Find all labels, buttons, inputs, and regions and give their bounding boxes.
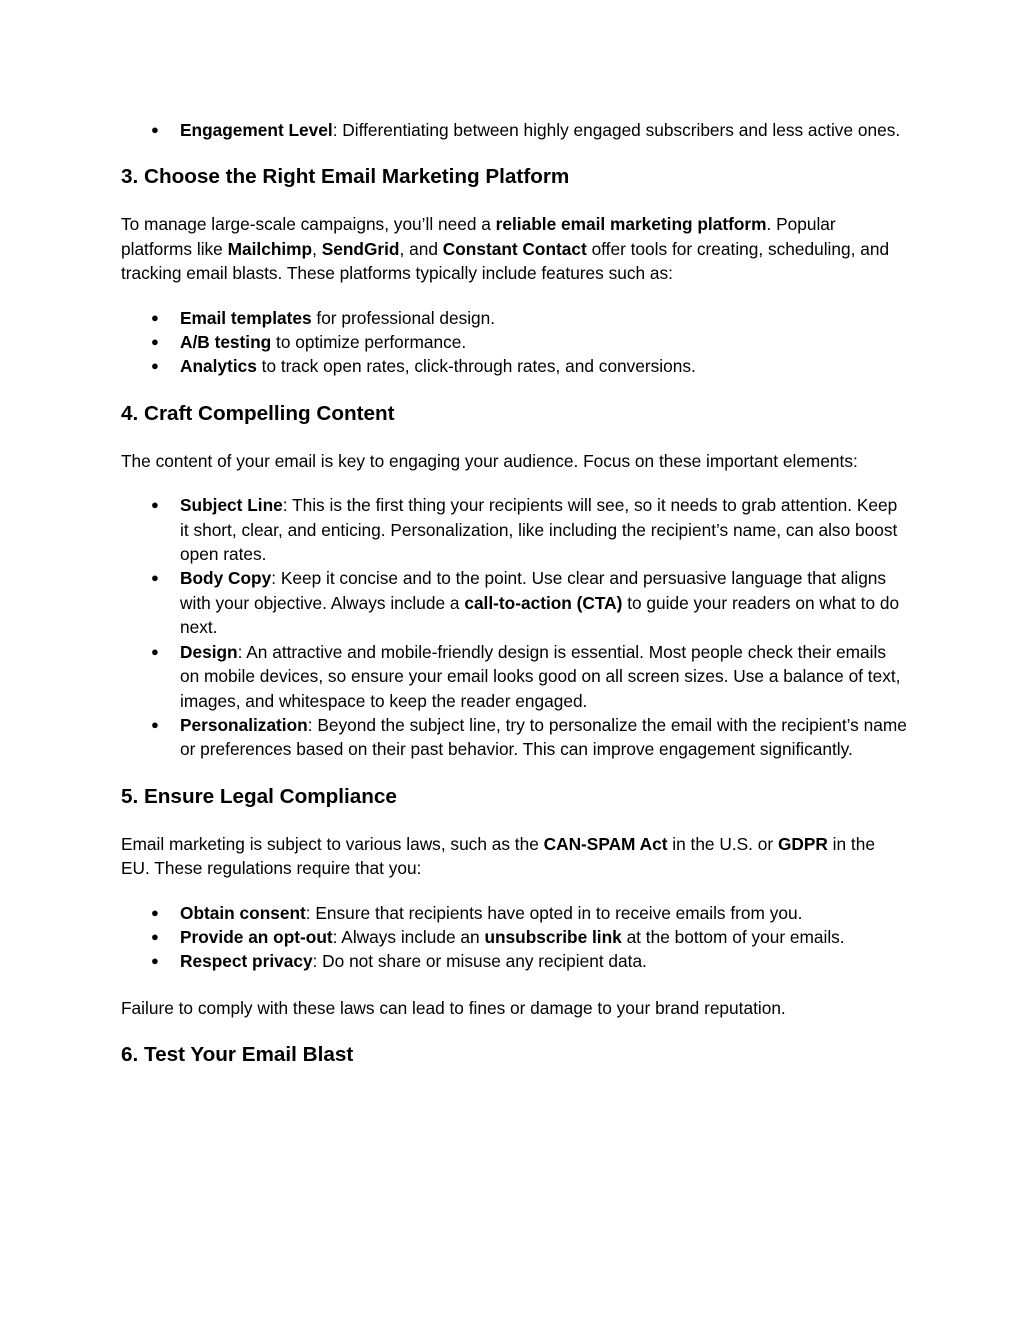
section-paragraph: The content of your email is key to engaging your audience. Focus on these important elements: bbox=[121, 450, 858, 471]
item-text-2: at the bottom of your emails. bbox=[621, 926, 845, 947]
item-text: to track open rates, click-through rates, and conversions. bbox=[256, 356, 696, 377]
text-run: , and bbox=[399, 238, 443, 259]
section-heading: 3. Choose the Right Email Marketing Platform bbox=[121, 165, 570, 189]
item-label: Personalization bbox=[180, 714, 308, 735]
list-item bbox=[121, 330, 907, 354]
item-label: Provide an opt-out bbox=[180, 926, 333, 947]
bullet-icon: ● bbox=[151, 497, 159, 513]
item-label-2: call-to-action (CTA) bbox=[464, 592, 623, 613]
item-label: A/B testing bbox=[180, 332, 272, 353]
section-heading: 4. Craft Compelling Content bbox=[121, 401, 395, 425]
item-text: for professional design. bbox=[311, 307, 496, 328]
item-label: Design bbox=[180, 641, 238, 662]
text-run: Email marketing is subject to various laws, such as the bbox=[121, 833, 544, 854]
platform-features-list bbox=[121, 306, 907, 379]
text-run: . Popular platforms like bbox=[121, 214, 836, 259]
text-run: offer tools for creating, scheduling, and tracking email blasts. These platforms typically include features such as: bbox=[121, 238, 890, 284]
list-item bbox=[121, 713, 907, 762]
bullet-icon: ● bbox=[151, 358, 159, 374]
item-text: : Keep it concise and to the point. Use clear and persuasive language that aligns with your objective. Always include a bbox=[180, 568, 887, 613]
bullet-icon: ● bbox=[151, 570, 159, 586]
item-label: Respect privacy bbox=[180, 951, 313, 972]
list-item bbox=[121, 493, 907, 566]
section-paragraph bbox=[121, 212, 907, 285]
item-text: : Ensure that recipients have opted in to receive emails from you. bbox=[305, 902, 803, 923]
item-label: Email templates bbox=[180, 307, 312, 328]
bullet-icon: ● bbox=[151, 122, 159, 137]
content-elements-list bbox=[121, 493, 907, 761]
section-paragraph bbox=[121, 832, 907, 881]
list-item bbox=[121, 640, 907, 713]
item-text: : This is the first thing your recipients will see, so it needs to grab attention. Keep it short, clear, and enticing. Personalization, like including the recipient’s name, can also boost open rates. bbox=[180, 495, 898, 565]
list-item bbox=[121, 949, 907, 973]
list-item bbox=[121, 306, 907, 330]
section-heading: 5. Ensure Legal Compliance bbox=[121, 784, 397, 808]
text-run: To manage large-scale campaigns, you’ll need a bbox=[121, 214, 496, 235]
item-text: to optimize performance. bbox=[271, 332, 467, 353]
bold-run: reliable email marketing platform bbox=[495, 214, 767, 235]
document-page bbox=[121, 118, 907, 1068]
bold-run: SendGrid bbox=[321, 238, 400, 259]
item-text: : Always include an bbox=[332, 926, 485, 947]
list-item bbox=[121, 118, 907, 142]
bold-run: Constant Contact bbox=[442, 238, 587, 259]
item-label: Body Copy bbox=[180, 568, 272, 589]
bullet-icon: ● bbox=[151, 643, 159, 659]
item-text: : Differentiating between highly engaged subscribers and less active ones. bbox=[332, 120, 901, 140]
list-item bbox=[121, 901, 907, 925]
bullet-icon: ● bbox=[151, 334, 159, 350]
list-item bbox=[121, 354, 907, 378]
item-text: : An attractive and mobile-friendly design is essential. Most people check their emails on mobile devices, so ensure your email looks good on all screen sizes. Use a balance of text, images, and whitespace to keep the reader engaged. bbox=[180, 641, 901, 711]
section-heading: 6. Test Your Email Blast bbox=[121, 1043, 354, 1067]
bold-run: Mailchimp bbox=[227, 238, 313, 259]
item-label-2: unsubscribe link bbox=[484, 926, 622, 947]
bullet-icon: ● bbox=[151, 716, 159, 732]
bullet-icon: ● bbox=[151, 953, 159, 969]
text-run: , bbox=[312, 238, 322, 259]
item-text: : Beyond the subject line, try to personalize the email with the recipient’s name or preferences based on their past behavior. This can improve engagement significantly. bbox=[180, 714, 907, 760]
text-run: in the U.S. or bbox=[667, 833, 778, 854]
item-label: Analytics bbox=[180, 356, 257, 377]
item-text-2: to guide your readers on what to do next. bbox=[180, 592, 900, 638]
list-item bbox=[121, 566, 907, 639]
item-label: Subject Line bbox=[180, 495, 283, 516]
text-run: in the EU. These regulations require that you: bbox=[121, 833, 875, 879]
closing-paragraph: Failure to comply with these laws can lead to fines or damage to your brand reputation. bbox=[121, 997, 786, 1018]
bold-run: GDPR bbox=[777, 833, 828, 854]
bullet-icon: ● bbox=[151, 904, 159, 920]
bullet-icon: ● bbox=[151, 928, 159, 944]
compliance-list bbox=[121, 901, 907, 974]
item-text: : Do not share or misuse any recipient data. bbox=[312, 951, 647, 972]
engagement-list bbox=[121, 118, 907, 142]
item-label: Engagement Level bbox=[180, 120, 333, 140]
list-item bbox=[121, 925, 907, 949]
item-label: Obtain consent bbox=[180, 902, 306, 923]
bullet-icon: ● bbox=[151, 309, 159, 325]
bold-run: CAN-SPAM Act bbox=[543, 833, 668, 854]
